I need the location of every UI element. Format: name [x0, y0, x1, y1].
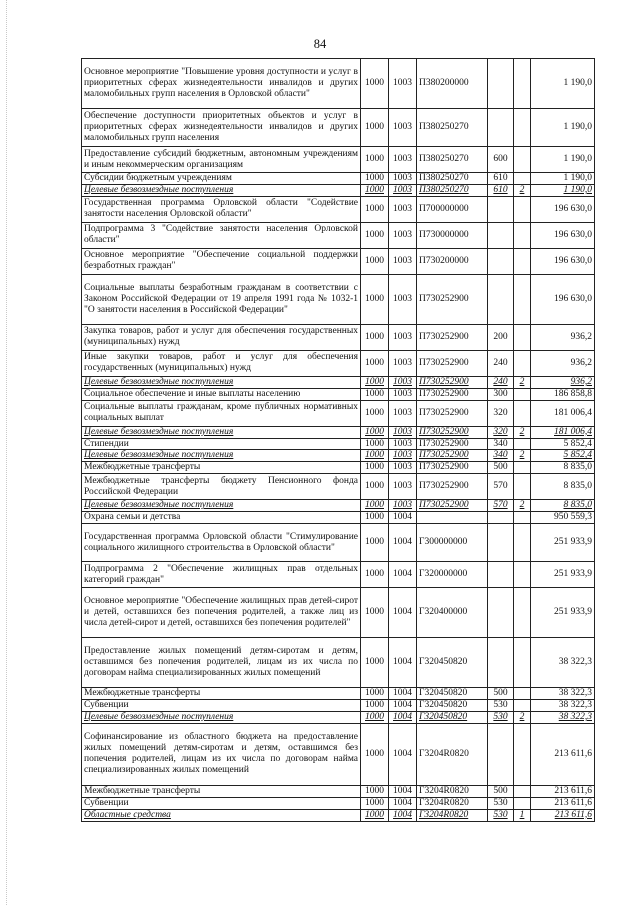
table-row	[82, 524, 595, 562]
cell-vr: 320	[488, 400, 514, 426]
cell-rz: 1000	[361, 350, 389, 376]
cell-amount: 936,2	[531, 350, 595, 376]
table-row	[82, 562, 595, 588]
cell-name: Межбюджетные трансферты	[82, 785, 361, 797]
cell-src	[514, 474, 531, 500]
cell-vr: 530	[488, 699, 514, 711]
cell-csr: П380200000	[417, 59, 488, 109]
cell-src	[514, 785, 531, 797]
cell-src	[514, 688, 531, 700]
table-row	[82, 474, 595, 500]
cell-src	[514, 59, 531, 109]
cell-vr: 500	[488, 462, 514, 474]
cell-prz: 1003	[389, 438, 417, 450]
cell-prz: 1003	[389, 222, 417, 248]
cell-rz: 1000	[361, 500, 389, 512]
cell-name: Подпрограмма 2 "Обеспечение жилищных прав отдельных категорий граждан"	[82, 562, 361, 588]
cell-amount: 1 190,0	[531, 147, 595, 173]
cell-name: Областные средства	[82, 809, 361, 821]
cell-rz: 1000	[361, 688, 389, 700]
cell-src	[514, 147, 531, 173]
cell-amount: 213 611,6	[531, 809, 595, 821]
cell-vr: 240	[488, 376, 514, 388]
cell-prz: 1004	[389, 809, 417, 821]
table-row	[82, 638, 595, 688]
cell-vr: 340	[488, 438, 514, 450]
cell-amount: 936,2	[531, 324, 595, 350]
table-row	[82, 400, 595, 426]
cell-name: Субвенции	[82, 699, 361, 711]
cell-src	[514, 462, 531, 474]
cell-prz: 1004	[389, 638, 417, 688]
cell-csr: П730252900	[417, 388, 488, 400]
table-row	[82, 500, 595, 512]
table-row	[82, 426, 595, 438]
table-row	[82, 376, 595, 388]
cell-src	[514, 248, 531, 274]
cell-prz: 1003	[389, 462, 417, 474]
cell-rz: 1000	[361, 450, 389, 462]
cell-vr	[488, 638, 514, 688]
cell-rz: 1000	[361, 588, 389, 638]
table-row	[82, 438, 595, 450]
cell-csr: П700000000	[417, 196, 488, 222]
cell-amount: 38 322,3	[531, 688, 595, 700]
cell-prz: 1003	[389, 324, 417, 350]
cell-csr: П730252900	[417, 450, 488, 462]
cell-src	[514, 400, 531, 426]
cell-prz: 1003	[389, 109, 417, 147]
cell-vr: 500	[488, 785, 514, 797]
table-row	[82, 388, 595, 400]
cell-name: Государственная программа Орловской области "Содействие занятости населения Орловской области"	[82, 196, 361, 222]
cell-amount: 251 933,9	[531, 524, 595, 562]
cell-vr: 610	[488, 173, 514, 185]
cell-csr: П730252900	[417, 400, 488, 426]
cell-prz: 1003	[389, 350, 417, 376]
cell-amount: 181 006,4	[531, 426, 595, 438]
cell-name: Государственная программа Орловской области "Стимулирование социального жилищного строительства в Орловской области"	[82, 524, 361, 562]
cell-src	[514, 524, 531, 562]
cell-prz: 1004	[389, 524, 417, 562]
cell-rz: 1000	[361, 474, 389, 500]
cell-csr: Г320450820	[417, 638, 488, 688]
cell-amount: 950 559,3	[531, 512, 595, 524]
cell-src	[514, 562, 531, 588]
cell-amount: 186 858,8	[531, 388, 595, 400]
cell-prz: 1003	[389, 400, 417, 426]
table-row	[82, 512, 595, 524]
cell-vr: 530	[488, 797, 514, 809]
cell-amount: 251 933,9	[531, 588, 595, 638]
cell-rz: 1000	[361, 59, 389, 109]
cell-csr: П730000000	[417, 222, 488, 248]
cell-prz: 1004	[389, 797, 417, 809]
table-row	[82, 59, 595, 109]
cell-rz: 1000	[361, 184, 389, 196]
cell-csr: П730252900	[417, 474, 488, 500]
cell-src	[514, 388, 531, 400]
table-row	[82, 350, 595, 376]
cell-name: Социальные выплаты безработным гражданам в соответствии с Законом Российской Федерации от 19 апреля 1991 года № 1032-1 "О занятости населения в Российской Федерации"	[82, 274, 361, 324]
cell-amount: 1 190,0	[531, 109, 595, 147]
cell-csr: Г320450820	[417, 699, 488, 711]
cell-src	[514, 588, 531, 638]
cell-amount: 8 835,0	[531, 474, 595, 500]
cell-prz: 1004	[389, 699, 417, 711]
cell-vr: 500	[488, 688, 514, 700]
table-row	[82, 462, 595, 474]
cell-name: Субвенции	[82, 797, 361, 809]
cell-vr	[488, 248, 514, 274]
cell-name: Межбюджетные трансферты	[82, 462, 361, 474]
cell-csr: Г300000000	[417, 524, 488, 562]
cell-rz: 1000	[361, 173, 389, 185]
cell-rz: 1000	[361, 711, 389, 723]
table-row	[82, 450, 595, 462]
cell-rz: 1000	[361, 809, 389, 821]
cell-rz: 1000	[361, 248, 389, 274]
cell-csr: Г3204R0820	[417, 723, 488, 785]
cell-rz: 1000	[361, 400, 389, 426]
cell-amount: 196 630,0	[531, 222, 595, 248]
cell-vr: 300	[488, 388, 514, 400]
cell-csr: П730252900	[417, 324, 488, 350]
cell-csr: П380250270	[417, 147, 488, 173]
table-row	[82, 324, 595, 350]
cell-vr: 240	[488, 350, 514, 376]
table-row	[82, 184, 595, 196]
table-row	[82, 274, 595, 324]
table-row	[82, 173, 595, 185]
cell-name: Социальное обеспечение и иные выплаты населению	[82, 388, 361, 400]
cell-amount: 8 835,0	[531, 462, 595, 474]
cell-prz: 1003	[389, 474, 417, 500]
cell-rz: 1000	[361, 638, 389, 688]
cell-src	[514, 350, 531, 376]
cell-name: Межбюджетные трансферты бюджету Пенсионного фонда Российской Федерации	[82, 474, 361, 500]
cell-name: Стипендии	[82, 438, 361, 450]
cell-src: 2	[514, 184, 531, 196]
page-number: 84	[313, 37, 327, 51]
cell-name: Охрана семьи и детства	[82, 512, 361, 524]
cell-vr: 530	[488, 711, 514, 723]
cell-rz: 1000	[361, 324, 389, 350]
cell-csr: П380250270	[417, 109, 488, 147]
cell-amount: 38 322,3	[531, 638, 595, 688]
cell-src	[514, 797, 531, 809]
cell-src: 2	[514, 500, 531, 512]
cell-rz: 1000	[361, 376, 389, 388]
cell-src: 2	[514, 711, 531, 723]
table-row	[82, 723, 595, 785]
cell-name: Предоставление субсидий бюджетным, автономным учреждениям и иным некоммерческим организациям	[82, 147, 361, 173]
cell-rz: 1000	[361, 222, 389, 248]
cell-src	[514, 324, 531, 350]
cell-name: Обеспечение доступности приоритетных объектов и услуг в приоритетных сферах жизнедеятельности инвалидов и других маломобильных групп населения	[82, 109, 361, 147]
cell-prz: 1004	[389, 688, 417, 700]
cell-vr	[488, 723, 514, 785]
cell-csr: П730252900	[417, 500, 488, 512]
cell-src: 1	[514, 809, 531, 821]
cell-src	[514, 699, 531, 711]
cell-rz: 1000	[361, 723, 389, 785]
cell-prz: 1004	[389, 512, 417, 524]
table-row	[82, 699, 595, 711]
cell-amount: 196 630,0	[531, 274, 595, 324]
cell-rz: 1000	[361, 462, 389, 474]
cell-name: Иные закупки товаров, работ и услуг для обеспечения государственных (муниципальных) нужд	[82, 350, 361, 376]
cell-csr: П380250270	[417, 173, 488, 185]
cell-csr: Г3204R0820	[417, 809, 488, 821]
cell-src	[514, 723, 531, 785]
cell-name: Основное мероприятие "Обеспечение социальной поддержки безработных граждан"	[82, 248, 361, 274]
table-row	[82, 588, 595, 638]
cell-prz: 1004	[389, 723, 417, 785]
cell-amount: 181 006,4	[531, 400, 595, 426]
cell-rz: 1000	[361, 147, 389, 173]
cell-src	[514, 196, 531, 222]
cell-src: 2	[514, 376, 531, 388]
cell-prz: 1003	[389, 184, 417, 196]
margin-dotted-line	[6, 0, 8, 905]
cell-csr: П380250270	[417, 184, 488, 196]
cell-csr: П730252900	[417, 438, 488, 450]
cell-rz: 1000	[361, 274, 389, 324]
cell-csr: Г3204R0820	[417, 797, 488, 809]
budget-table-body	[82, 59, 595, 822]
cell-name: Целевые безвозмездные поступления	[82, 711, 361, 723]
cell-rz: 1000	[361, 797, 389, 809]
cell-name: Межбюджетные трансферты	[82, 688, 361, 700]
cell-src: 2	[514, 426, 531, 438]
cell-prz: 1004	[389, 588, 417, 638]
cell-rz: 1000	[361, 388, 389, 400]
cell-src	[514, 222, 531, 248]
cell-name: Целевые безвозмездные поступления	[82, 500, 361, 512]
cell-prz: 1003	[389, 388, 417, 400]
cell-src	[514, 438, 531, 450]
cell-csr: П730252900	[417, 274, 488, 324]
cell-amount: 213 611,6	[531, 797, 595, 809]
cell-vr: 570	[488, 500, 514, 512]
cell-vr: 320	[488, 426, 514, 438]
cell-csr: П730200000	[417, 248, 488, 274]
cell-name: Целевые безвозмездные поступления	[82, 184, 361, 196]
cell-prz: 1003	[389, 376, 417, 388]
cell-vr: 610	[488, 184, 514, 196]
table-row	[82, 797, 595, 809]
cell-vr: 600	[488, 147, 514, 173]
cell-name: Субсидии бюджетным учреждениям	[82, 173, 361, 185]
cell-prz: 1003	[389, 450, 417, 462]
cell-amount: 38 322,3	[531, 711, 595, 723]
cell-vr	[488, 274, 514, 324]
cell-amount: 213 611,6	[531, 785, 595, 797]
table-row	[82, 248, 595, 274]
cell-vr	[488, 222, 514, 248]
cell-vr: 530	[488, 809, 514, 821]
cell-csr: Г320000000	[417, 562, 488, 588]
cell-prz: 1003	[389, 426, 417, 438]
cell-prz: 1003	[389, 248, 417, 274]
cell-rz: 1000	[361, 524, 389, 562]
cell-name: Подпрограмма 3 "Содействие занятости населения Орловской области"	[82, 222, 361, 248]
table-row	[82, 688, 595, 700]
cell-vr: 200	[488, 324, 514, 350]
cell-src	[514, 638, 531, 688]
cell-name: Основное мероприятие "Повышение уровня доступности и услуг в приоритетных сферах жизнедеятельности инвалидов и других маломобильных групп населения в Орловской области"	[82, 59, 361, 109]
cell-src	[514, 512, 531, 524]
cell-amount: 8 835,0	[531, 500, 595, 512]
cell-amount: 251 933,9	[531, 562, 595, 588]
cell-rz: 1000	[361, 109, 389, 147]
cell-prz: 1004	[389, 562, 417, 588]
cell-vr	[488, 109, 514, 147]
cell-prz: 1003	[389, 274, 417, 324]
cell-amount: 1 190,0	[531, 59, 595, 109]
cell-src	[514, 109, 531, 147]
cell-amount: 936,2	[531, 376, 595, 388]
table-row	[82, 222, 595, 248]
cell-vr	[488, 588, 514, 638]
cell-amount: 196 630,0	[531, 196, 595, 222]
cell-rz: 1000	[361, 785, 389, 797]
cell-amount: 196 630,0	[531, 248, 595, 274]
cell-amount: 38 322,3	[531, 699, 595, 711]
cell-vr	[488, 524, 514, 562]
cell-name: Целевые безвозмездные поступления	[82, 376, 361, 388]
table-row	[82, 147, 595, 173]
cell-prz: 1003	[389, 59, 417, 109]
cell-amount: 1 190,0	[531, 184, 595, 196]
cell-csr: П730252900	[417, 426, 488, 438]
table-row	[82, 785, 595, 797]
cell-src: 2	[514, 450, 531, 462]
table-row	[82, 109, 595, 147]
cell-name: Софинансирование из областного бюджета на предоставление жилых помещений детям-сиротам и детям, оставшимся без попечения родителей, лицам из их числа по договорам найма специализированных жилых помещений	[82, 723, 361, 785]
cell-prz: 1003	[389, 147, 417, 173]
cell-rz: 1000	[361, 438, 389, 450]
cell-vr	[488, 562, 514, 588]
budget-table	[81, 58, 595, 822]
cell-name: Закупка товаров, работ и услуг для обеспечения государственных (муниципальных) нужд	[82, 324, 361, 350]
cell-name: Целевые безвозмездные поступления	[82, 426, 361, 438]
cell-amount: 213 611,6	[531, 723, 595, 785]
cell-name: Основное мероприятие "Обеспечение жилищных прав детей-сирот и детей, оставшихся без попечения родителей, а также лиц из числа детей-сирот и детей, оставшихся без попечения родителей"	[82, 588, 361, 638]
cell-csr: П730252900	[417, 462, 488, 474]
cell-prz: 1003	[389, 500, 417, 512]
cell-prz: 1004	[389, 785, 417, 797]
table-row	[82, 809, 595, 821]
cell-prz: 1003	[389, 173, 417, 185]
cell-prz: 1004	[389, 711, 417, 723]
cell-vr	[488, 512, 514, 524]
cell-csr: П730252900	[417, 376, 488, 388]
cell-vr: 570	[488, 474, 514, 500]
cell-rz: 1000	[361, 699, 389, 711]
table-row	[82, 196, 595, 222]
cell-rz: 1000	[361, 562, 389, 588]
cell-src	[514, 173, 531, 185]
cell-vr	[488, 59, 514, 109]
cell-amount: 1 190,0	[531, 173, 595, 185]
table-row	[82, 711, 595, 723]
cell-rz: 1000	[361, 512, 389, 524]
cell-csr: Г3204R0820	[417, 785, 488, 797]
cell-vr: 340	[488, 450, 514, 462]
cell-csr	[417, 512, 488, 524]
cell-name: Целевые безвозмездные поступления	[82, 450, 361, 462]
cell-csr: Г320450820	[417, 688, 488, 700]
cell-vr	[488, 196, 514, 222]
cell-src	[514, 274, 531, 324]
cell-amount: 5 852,4	[531, 450, 595, 462]
cell-csr: П730252900	[417, 350, 488, 376]
cell-rz: 1000	[361, 196, 389, 222]
cell-name: Социальные выплаты гражданам, кроме публичных нормативных социальных выплат	[82, 400, 361, 426]
cell-rz: 1000	[361, 426, 389, 438]
cell-amount: 5 852,4	[531, 438, 595, 450]
cell-prz: 1003	[389, 196, 417, 222]
cell-csr: Г320400000	[417, 588, 488, 638]
cell-csr: Г320450820	[417, 711, 488, 723]
cell-name: Предоставление жилых помещений детям-сиротам и детям, оставшимся без попечения родителей, лицам из их числа по договорам найма специализированных жилых помещений	[82, 638, 361, 688]
